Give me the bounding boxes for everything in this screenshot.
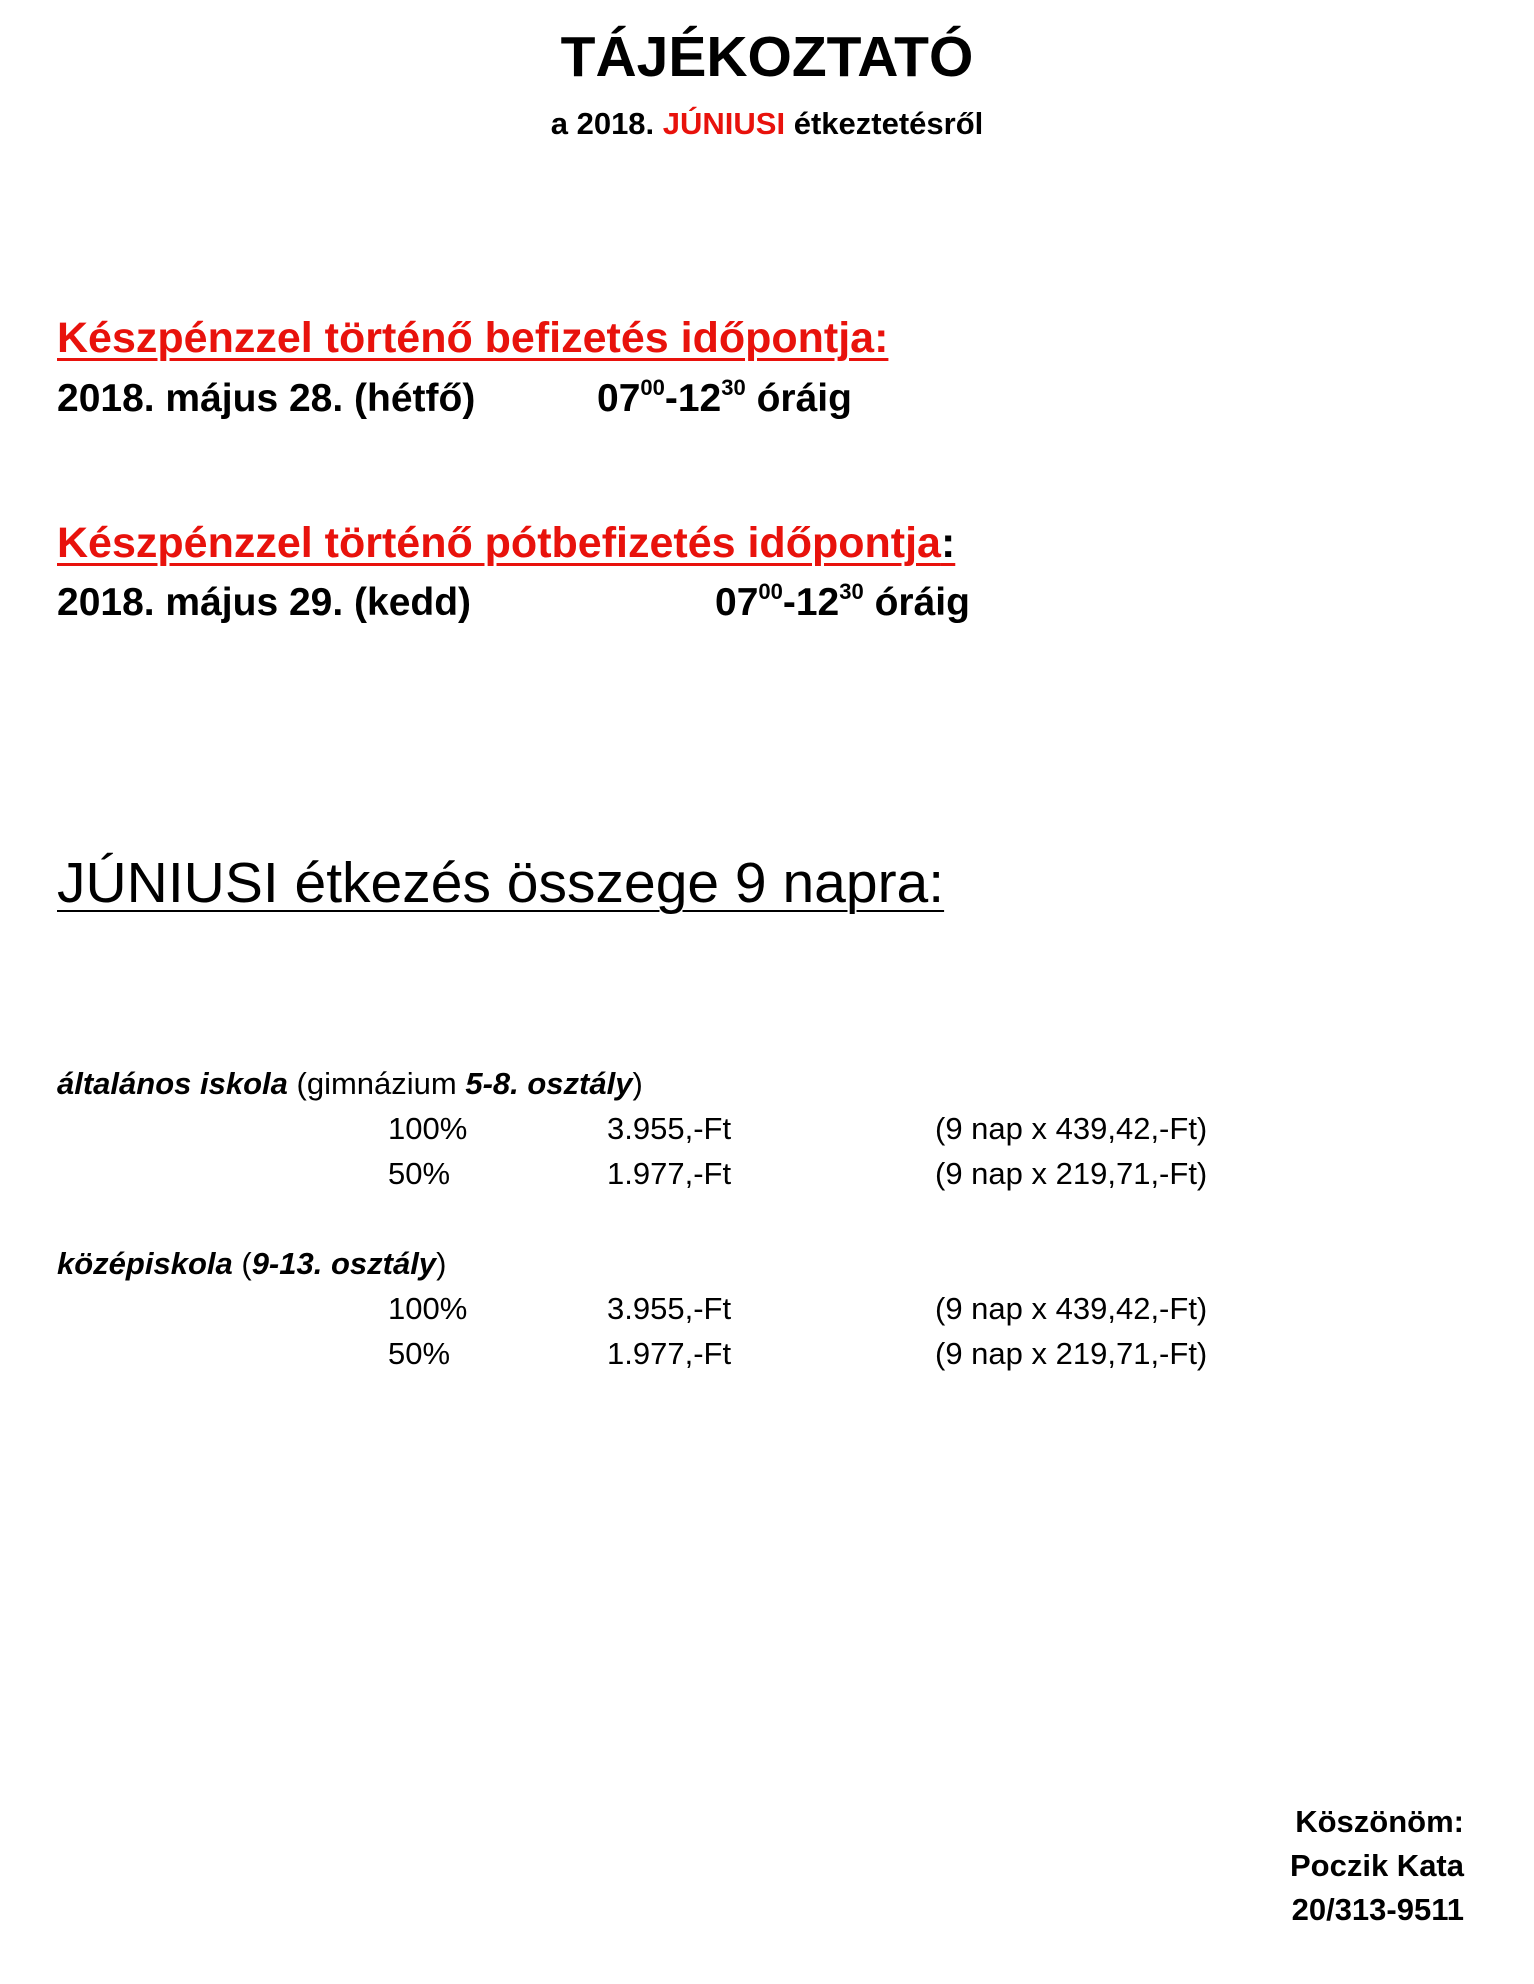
payment-start-hour: 07 xyxy=(597,377,641,420)
late-payment-end-hour: -12 xyxy=(782,581,840,624)
subtitle-prefix: a 2018. xyxy=(550,106,655,141)
late-payment-heading-colon: : xyxy=(940,519,956,567)
payment-time xyxy=(597,374,852,429)
late-payment-date: 2018. május 29. (kedd) xyxy=(57,581,472,624)
late-payment-time-suffix: óráig xyxy=(874,581,970,624)
group-grades: 5-8. osztály xyxy=(465,1066,633,1101)
document-subtitle xyxy=(0,104,1534,144)
price-percent: 100% xyxy=(388,1111,468,1146)
price-row xyxy=(0,1109,1534,1149)
group-open: (gimnázium xyxy=(287,1066,466,1101)
payment-start-min: 00 xyxy=(640,375,665,400)
group-grades: 9-13. osztály xyxy=(251,1246,437,1281)
group-name: középiskola xyxy=(57,1246,233,1281)
price-row xyxy=(0,1334,1534,1374)
late-payment-time xyxy=(715,578,970,633)
price-amount: 3.955,-Ft xyxy=(607,1291,732,1326)
payment-heading-text: Készpénzzel történő befizetés időpontja: xyxy=(57,314,889,362)
amount-heading: JÚNIUSI étkezés összege 9 napra: xyxy=(57,851,945,915)
price-amount: 1.977,-Ft xyxy=(607,1156,732,1191)
payment-heading xyxy=(57,312,888,364)
payment-end-min: 30 xyxy=(721,375,746,400)
price-amount: 3.955,-Ft xyxy=(607,1111,732,1146)
signature-phone: 20/313-9511 xyxy=(1291,1892,1464,1927)
group-name: általános iskola xyxy=(57,1066,288,1101)
document-title: TÁJÉKOZTATÓ xyxy=(560,25,974,89)
subtitle-month: JÚNIUSI xyxy=(662,106,786,141)
price-calculation: (9 nap x 439,42,-Ft) xyxy=(935,1291,1208,1326)
signature-thanks: Köszönöm: xyxy=(1295,1804,1464,1839)
price-calculation: (9 nap x 439,42,-Ft) xyxy=(935,1111,1208,1146)
price-amount: 1.977,-Ft xyxy=(607,1336,732,1371)
group-open: ( xyxy=(232,1246,252,1281)
payment-time-suffix: óráig xyxy=(756,377,852,420)
late-payment-start-hour: 07 xyxy=(715,581,759,624)
price-percent: 100% xyxy=(388,1291,468,1326)
price-row xyxy=(0,1289,1534,1329)
price-row xyxy=(0,1154,1534,1194)
late-payment-start-min: 00 xyxy=(758,579,783,604)
signature-block xyxy=(1290,1800,1464,1932)
price-percent: 50% xyxy=(388,1156,451,1191)
group-close: ) xyxy=(436,1246,447,1281)
late-payment-schedule xyxy=(57,578,1157,628)
group-label-secondary-school xyxy=(57,1244,446,1284)
payment-schedule xyxy=(57,374,1057,424)
price-calculation: (9 nap x 219,71,-Ft) xyxy=(935,1336,1208,1371)
payment-date: 2018. május 28. (hétfő) xyxy=(57,377,476,420)
payment-end-hour: -12 xyxy=(664,377,722,420)
late-payment-heading-text: Készpénzzel történő pótbefizetés időpontja xyxy=(57,519,941,567)
late-payment-heading xyxy=(57,517,955,569)
subtitle-suffix: étkeztetésről xyxy=(793,106,984,141)
price-percent: 50% xyxy=(388,1336,451,1371)
late-payment-end-min: 30 xyxy=(839,579,864,604)
group-close: ) xyxy=(632,1066,643,1101)
signature-name: Poczik Kata xyxy=(1289,1848,1464,1883)
group-label-general-school xyxy=(57,1064,643,1104)
price-calculation: (9 nap x 219,71,-Ft) xyxy=(935,1156,1208,1191)
